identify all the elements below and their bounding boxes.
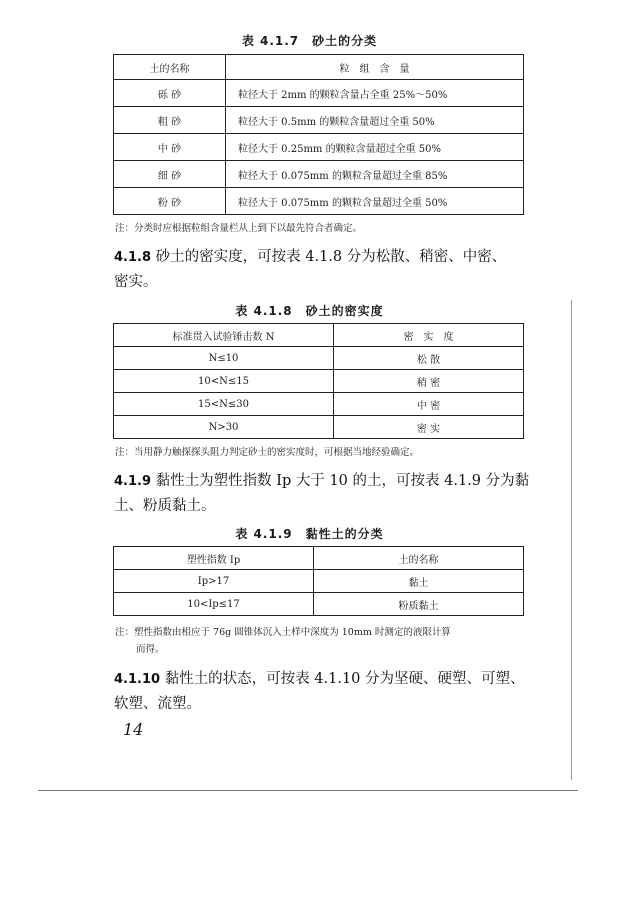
clause-4110: [114, 667, 525, 692]
plasticity-index-cell: Ip>17: [114, 570, 314, 593]
table-419-caption: 表 4.1.9 黏性土的分类: [235, 527, 384, 541]
table-row: [114, 393, 524, 416]
blow-count-cell: 15<N≤30: [114, 393, 334, 416]
column-header: 粒 组 含 量: [226, 55, 524, 80]
table-row: [114, 80, 524, 107]
blow-count-cell: 10<N≤15: [114, 370, 334, 393]
soil-name-cell: 中 砂: [114, 134, 226, 161]
table-419-note-line2: 而得。: [136, 644, 165, 655]
column-header: 密 实 度: [334, 324, 524, 347]
column-header: 标准贯入试验锤击数 N: [114, 324, 334, 347]
clause-number: 4.1.8: [114, 250, 152, 265]
table-417-caption: 表 4.1.7 砂土的分类: [241, 34, 378, 48]
density-cell: 中 密: [334, 393, 524, 416]
clause-text: 砂土的密实度，可按表 4.1.8 分为松散、稍密、中密、: [155, 249, 507, 265]
table-row: [114, 188, 524, 215]
column-header: 塑性指数 Ip: [114, 547, 314, 570]
density-cell: 密 实: [334, 416, 524, 439]
clause-text: 黏性土的状态，可按表 4.1.10 分为坚硬、硬塑、可塑、: [164, 671, 525, 687]
clause-number: 4.1.10: [114, 672, 161, 687]
soil-name-cell: 细 砂: [114, 161, 226, 188]
table-419-note: 注：塑性指数由相应于 76g 圆锥体沉入土样中深度为 10mm 时测定的液限计算: [115, 627, 451, 638]
table-header-row: [114, 324, 524, 347]
particle-content-cell: 粒径大于 2mm 的颗粒含量占全重 25%～50%: [226, 80, 524, 107]
table-419: [113, 546, 524, 616]
soil-name-cell: 砾 砂: [114, 80, 226, 107]
table-row: [114, 416, 524, 439]
table-row: [114, 370, 524, 393]
page-number: 14: [123, 720, 144, 739]
table-row: [114, 570, 524, 593]
table-418-caption: 表 4.1.8 砂土的密实度: [235, 304, 384, 318]
particle-content-cell: 粒径大于 0.25mm 的颗粒含量超过全重 50%: [226, 134, 524, 161]
clause-4110-line2: 软塑、流塑。: [114, 696, 201, 712]
scan-fold-line: [571, 300, 572, 780]
table-header-row: [114, 547, 524, 570]
table-header-row: [114, 55, 524, 80]
column-header: 土的名称: [114, 55, 226, 80]
column-header: 土的名称: [314, 547, 524, 570]
clause-419: [114, 469, 529, 494]
clause-number: 4.1.9: [114, 474, 152, 489]
density-cell: 松 散: [334, 347, 524, 370]
table-row: [114, 347, 524, 370]
particle-content-cell: 粒径大于 0.5mm 的颗粒含量超过全重 50%: [226, 107, 524, 134]
particle-content-cell: 粒径大于 0.075mm 的颗粒含量超过全重 85%: [226, 161, 524, 188]
density-cell: 稍 密: [334, 370, 524, 393]
soil-name-cell: 黏土: [314, 570, 524, 593]
table-row: [114, 161, 524, 188]
table-417-note: 注：分类时应根据粒组含量栏从上到下以最先符合者确定。: [115, 223, 363, 234]
plasticity-index-cell: 10<Ip≤17: [114, 593, 314, 616]
clause-418: [114, 245, 506, 270]
blow-count-cell: N≤10: [114, 347, 334, 370]
clause-419-line2: 土、粉质黏土。: [114, 498, 216, 514]
table-418: [113, 323, 524, 439]
table-417: [113, 54, 524, 215]
table-row: [114, 134, 524, 161]
soil-name-cell: 粉 砂: [114, 188, 226, 215]
clause-418-line2: 密实。: [114, 274, 158, 290]
table-row: [114, 107, 524, 134]
table-row: [114, 593, 524, 616]
soil-name-cell: 粗 砂: [114, 107, 226, 134]
particle-content-cell: 粒径大于 0.075mm 的颗粒含量超过全重 50%: [226, 188, 524, 215]
scan-edge-line: [38, 790, 578, 791]
table-418-note: 注：当用静力触探探头阻力判定砂土的密实度时，可根据当地经验确定。: [115, 447, 420, 458]
soil-name-cell: 粉质黏土: [314, 593, 524, 616]
blow-count-cell: N>30: [114, 416, 334, 439]
clause-text: 黏性土为塑性指数 Ip 大于 10 的土，可按表 4.1.9 分为黏: [155, 473, 530, 489]
